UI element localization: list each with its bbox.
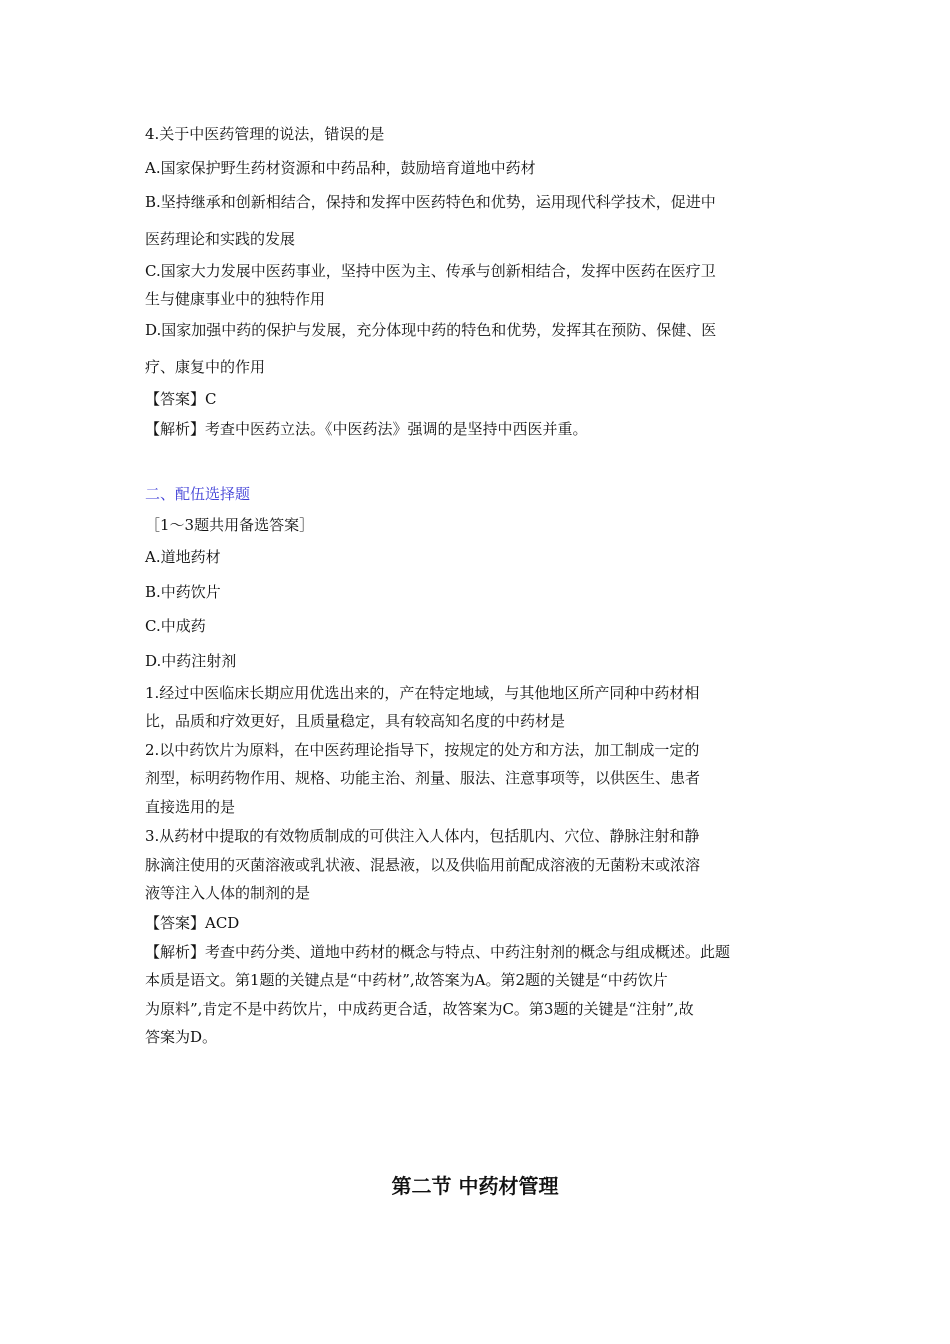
analysis-line4: 答案为D。 bbox=[145, 1028, 218, 1046]
analysis-line2: 本质是语文。第1题的关键点是“中药材”,故答案为A。第2题的关键是“中药饮片 bbox=[145, 971, 668, 989]
question-1-line1: 1.经过中医临床长期应用优选出来的，产在特定地域，与其他地区所产同种中药材相 bbox=[145, 684, 700, 702]
q4-option-d-line1: D.国家加强中药的保护与发展，充分体现中药的特色和优势，发挥其在预防、保健、医 bbox=[145, 321, 717, 339]
question-2-line2: 剂型，标明药物作用、规格、功能主治、剂量、服法、注意事项等，以供医生、患者 bbox=[145, 769, 701, 787]
section-heading: 二、配伍选择题 bbox=[145, 485, 251, 503]
question-2-line1: 2.以中药饮片为原料，在中医药理论指导下，按规定的处方和方法，加工制成一定的 bbox=[145, 741, 700, 759]
shared-options-note: ［1～3题共用备选答案］ bbox=[145, 516, 315, 534]
q4-option-b-line2: 医药理论和实践的发展 bbox=[145, 230, 296, 248]
q4-stem: 4.关于中医药管理的说法，错误的是 bbox=[145, 125, 385, 143]
option-c: C.中成药 bbox=[145, 617, 206, 635]
question-2-line3: 直接选用的是 bbox=[145, 798, 236, 816]
q4-option-d-line2: 疗、康复中的作用 bbox=[145, 358, 266, 376]
question-1-line2: 比，品质和疗效更好，且质量稳定，具有较高知名度的中药材是 bbox=[145, 712, 566, 730]
q4-option-b-line1: B.坚持继承和创新相结合，保持和发挥中医药特色和优势，运用现代科学技术，促进中 bbox=[145, 193, 716, 211]
q4-answer: 【答案】C bbox=[145, 390, 217, 408]
analysis-line3: 为原料”,肯定不是中药饮片，中成药更合适，故答案为C。第3题的关键是“注射”,故 bbox=[145, 1000, 694, 1018]
option-a: A.道地药材 bbox=[145, 548, 221, 566]
option-d: D.中药注射剂 bbox=[145, 652, 237, 670]
section-title: 第二节 中药材管理 bbox=[391, 1174, 559, 1198]
question-3-line3: 液等注入人体的制剂的是 bbox=[145, 884, 311, 902]
question-3-line2: 脉滴注使用的灭菌溶液或乳状液、混悬液，以及供临用前配成溶液的无菌粉末或浓溶 bbox=[145, 856, 701, 874]
q4-option-c-line1: C.国家大力发展中医药事业，坚持中医为主、传承与创新相结合，发挥中医药在医疗卫 bbox=[145, 262, 716, 280]
q4-option-a: A.国家保护野生药材资源和中药品种，鼓励培育道地中药材 bbox=[145, 159, 536, 177]
q4-option-c-line2: 生与健康事业中的独特作用 bbox=[145, 290, 326, 308]
q4-analysis: 【解析】考查中医药立法。《中医药法》强调的是坚持中西医并重。 bbox=[145, 420, 588, 438]
option-b: B.中药饮片 bbox=[145, 583, 221, 601]
question-3-line1: 3.从药材中提取的有效物质制成的可供注入人体内，包括肌内、穴位、静脉注射和静 bbox=[145, 827, 700, 845]
analysis-line1: 【解析】考查中药分类、道地中药材的概念与特点、中药注射剂的概念与组成概述。此题 bbox=[145, 943, 731, 961]
answer: 【答案】ACD bbox=[145, 914, 240, 932]
